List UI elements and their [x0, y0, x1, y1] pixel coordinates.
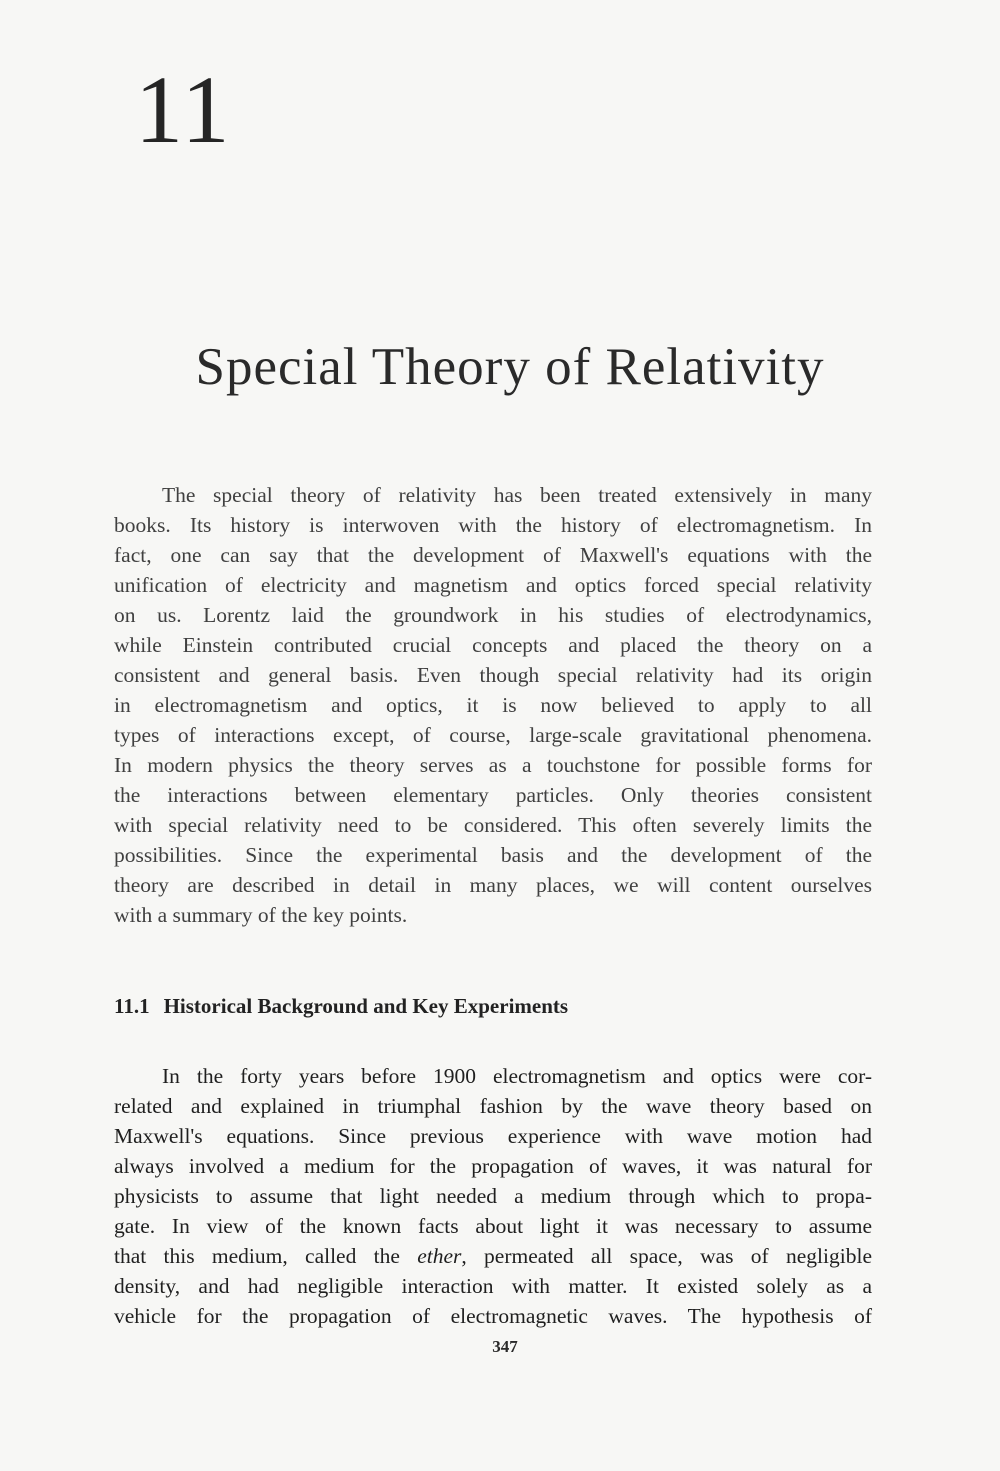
- page-number: 347: [492, 1337, 518, 1356]
- paragraph-line: In the forty years before 1900 electromagnetism and optics were cor-: [162, 1064, 872, 1088]
- paragraph-line-ether: [114, 1241, 872, 1271]
- paragraph-line: physicists to assume that light needed a medium through which to propa-: [114, 1184, 872, 1208]
- paragraph-line: books. Its history is interwoven with the history of electromagnetism. In: [114, 513, 872, 537]
- chapter-number: 11: [135, 56, 232, 163]
- paragraph-line: types of interactions except, of course, large-scale gravitational phenomena.: [114, 723, 872, 747]
- section-title: Historical Background and Key Experiments: [163, 994, 569, 1018]
- chapter-title: Special Theory of Relativity: [195, 338, 825, 396]
- paragraph-line: theory are described in detail in many places, we will content ourselves: [114, 873, 872, 897]
- paragraph-line: vehicle for the propagation of electromagnetic waves. The hypothesis of: [114, 1304, 872, 1328]
- section-heading: [114, 994, 568, 1019]
- paragraph-line: unification of electricity and magnetism and optics forced special relativity: [114, 573, 872, 597]
- section-paragraph: [114, 1061, 872, 1331]
- ether-line-before: that this medium, called the: [114, 1244, 418, 1268]
- paragraph-line: Maxwell's equations. Since previous experience with wave motion had: [114, 1124, 872, 1148]
- paragraph-line: In modern physics the theory serves as a touchstone for possible forms for: [114, 753, 872, 777]
- paragraph-line: in electromagnetism and optics, it is now believed to apply to all: [114, 693, 872, 717]
- paragraph-line: fact, one can say that the development of Maxwell's equations with the: [114, 543, 872, 567]
- paragraph-line: always involved a medium for the propagation of waves, it was natural for: [114, 1154, 872, 1178]
- intro-paragraph: [114, 480, 872, 930]
- paragraph-line: The special theory of relativity has been treated extensively in many: [162, 483, 872, 507]
- paragraph-line: consistent and general basis. Even though special relativity had its origin: [114, 663, 872, 687]
- paragraph-line: with a summary of the key points.: [114, 903, 408, 927]
- paragraph-line: on us. Lorentz laid the groundwork in his studies of electrodynamics,: [114, 603, 872, 627]
- paragraph-line: while Einstein contributed crucial concepts and placed the theory on a: [114, 633, 872, 657]
- section-number: 11.1: [114, 994, 150, 1018]
- ether-term: ether: [417, 1244, 462, 1268]
- ether-line-after: , permeated all space, was of negligible: [461, 1244, 872, 1268]
- paragraph-line: with special relativity need to be considered. This often severely limits the: [114, 813, 872, 837]
- paragraph-line: gate. In view of the known facts about light it was necessary to assume: [114, 1214, 872, 1238]
- paragraph-line: related and explained in triumphal fashion by the wave theory based on: [114, 1094, 872, 1118]
- paragraph-line: density, and had negligible interaction with matter. It existed solely as a: [114, 1274, 872, 1298]
- paragraph-line: possibilities. Since the experimental basis and the development of the: [114, 843, 872, 867]
- paragraph-line: the interactions between elementary particles. Only theories consistent: [114, 783, 872, 807]
